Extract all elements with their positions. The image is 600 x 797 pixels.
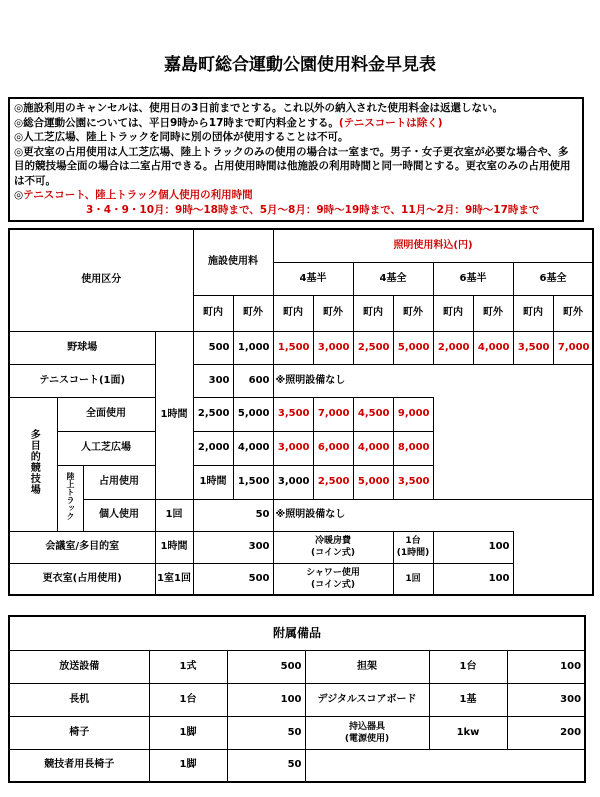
tennis-note: ※照明設備なし xyxy=(273,364,593,397)
equip-fee: 300 xyxy=(507,683,585,716)
header-out: 町外 xyxy=(393,295,433,331)
header-in: 町内 xyxy=(273,295,313,331)
note-cancel: ◎施設利用のキャンセルは、使用日の3日前までとする。これ以外の納入された使用料金は返還しない。 xyxy=(14,102,503,114)
equip-fee: 100 xyxy=(507,650,585,683)
equip-unit: 1式 xyxy=(149,650,227,683)
equip-unit: 1kw xyxy=(429,716,507,749)
cell-value: 300 xyxy=(193,364,233,397)
notes-box xyxy=(8,97,584,222)
note-tennis-hours-title: ◎テニスコート、陸上トラック個人使用の利用時間 xyxy=(14,189,253,201)
cell-value: 7,000 xyxy=(313,397,353,431)
cell-value: 3,500 xyxy=(393,465,433,499)
meeting-extra-unit: 1台 (1時間) xyxy=(393,531,433,563)
header-in: 町内 xyxy=(433,295,473,331)
equipment-table xyxy=(8,615,586,783)
track-label: 陸上トラック xyxy=(57,465,83,531)
header-6half: 6基半 xyxy=(433,262,513,295)
row-full-name: 全面使用 xyxy=(57,397,155,431)
equip-name: 椅子 xyxy=(9,716,149,749)
note-hours: ◎総合運動公園については、平日9時から17時まで町内料金とする。(テニスコートは除く) xyxy=(14,116,443,129)
equip-name: デジタルスコアボード xyxy=(305,683,429,716)
cell-value: 4,000 xyxy=(473,331,513,364)
cell-value: 2,500 xyxy=(353,331,393,364)
equip-name: 担架 xyxy=(305,650,429,683)
row-locker-unit: 1室1回 xyxy=(155,563,193,595)
cell-value: 2,000 xyxy=(193,431,233,465)
note-locker: ◎更衣室の占用使用は人工芝広場、陸上トラックのみの使用の場合は一室まで。男子・女子更衣室が必要な場合や、多目的競技場全面の場合は二室占用できる。占用使用時間は他施設の利用時間と同一時間とする。更衣室のみの占用使用は不可。 xyxy=(14,145,571,187)
empty-area xyxy=(513,531,593,595)
header-facility-fee: 施設使用料 xyxy=(193,229,273,295)
cell-value: 3,000 xyxy=(273,431,313,465)
cell-value: 7,000 xyxy=(553,331,593,364)
header-lighting: 照明使用料込(円) xyxy=(273,229,593,262)
row-turf-name: 人工芝広場 xyxy=(57,431,155,465)
row-occupy-unit: 1時間 xyxy=(193,465,233,499)
empty-area xyxy=(433,397,593,499)
header-4full: 4基全 xyxy=(353,262,433,295)
cell-value: 4,000 xyxy=(353,431,393,465)
cell-value: 5,000 xyxy=(353,465,393,499)
cell-value: 2,000 xyxy=(433,331,473,364)
cell-value: 5,000 xyxy=(233,397,273,431)
header-6full: 6基全 xyxy=(513,262,593,295)
row-personal-name: 個人使用 xyxy=(83,499,155,531)
equip-fee: 200 xyxy=(507,716,585,749)
cell-value: 2,500 xyxy=(313,465,353,499)
locker-extra-name: シャワー使用 (コイン式) xyxy=(273,563,393,595)
locker-extra-unit: 1回 xyxy=(393,563,433,595)
equip-name: 放送設備 xyxy=(9,650,149,683)
cell-value: 3,000 xyxy=(313,331,353,364)
personal-note: ※照明設備なし xyxy=(273,499,593,531)
note-tennis-hours: 3・4・9・10月：9時～18時まで、5月～8月：9時～19時まで、11月～2月：9時～17時まで xyxy=(86,203,540,216)
cell-value: 600 xyxy=(233,364,273,397)
equip-name: 長机 xyxy=(9,683,149,716)
equip-unit: 1脚 xyxy=(149,749,227,782)
cell-value: 100 xyxy=(433,531,513,563)
cell-value: 4,500 xyxy=(353,397,393,431)
cell-value: 2,500 xyxy=(193,397,233,431)
empty-area xyxy=(305,749,585,782)
cell-value: 1,500 xyxy=(233,465,273,499)
row-personal-unit: 1回 xyxy=(155,499,193,531)
header-in: 町内 xyxy=(513,295,553,331)
cell-value: 100 xyxy=(433,563,513,595)
multi-label: 多目的競技場 xyxy=(9,397,57,531)
fee-table xyxy=(8,228,594,596)
header-out: 町外 xyxy=(473,295,513,331)
meeting-extra-name: 冷暖房費 (コイン式) xyxy=(273,531,393,563)
cell-value: 500 xyxy=(193,331,233,364)
cell-value: 3,500 xyxy=(513,331,553,364)
cell-value: 300 xyxy=(193,531,273,563)
header-category: 使用区分 xyxy=(9,229,193,331)
header-in: 町内 xyxy=(353,295,393,331)
page-title: 嘉島町総合運動公園使用料金早見表 xyxy=(164,55,436,75)
cell-value: 9,000 xyxy=(393,397,433,431)
header-out: 町外 xyxy=(553,295,593,331)
header-out: 町外 xyxy=(233,295,273,331)
equip-name: 競技者用長椅子 xyxy=(9,749,149,782)
header-in: 町内 xyxy=(193,295,233,331)
cell-value: 500 xyxy=(193,563,273,595)
cell-value: 3,000 xyxy=(273,465,313,499)
row-locker-name: 更衣室(占用使用) xyxy=(9,563,155,595)
equip-unit: 1基 xyxy=(429,683,507,716)
row-meeting-unit: 1時間 xyxy=(155,531,193,563)
cell-value: 5,000 xyxy=(393,331,433,364)
equip-name: 持込器具 (電源使用) xyxy=(305,716,429,749)
cell-value: 1,500 xyxy=(273,331,313,364)
cell-value: 8,000 xyxy=(393,431,433,465)
equipment-title: 附属備品 xyxy=(9,616,585,650)
unit-1h: 1時間 xyxy=(155,331,193,499)
cell-value: 4,000 xyxy=(233,431,273,465)
header-4half: 4基半 xyxy=(273,262,353,295)
equip-fee: 100 xyxy=(227,683,305,716)
header-out: 町外 xyxy=(313,295,353,331)
equip-unit: 1台 xyxy=(149,683,227,716)
row-baseball-name: 野球場 xyxy=(9,331,155,364)
equip-fee: 500 xyxy=(227,650,305,683)
equip-unit: 1脚 xyxy=(149,716,227,749)
equip-unit: 1台 xyxy=(429,650,507,683)
row-occupy-name: 占用使用 xyxy=(83,465,155,499)
equip-fee: 50 xyxy=(227,749,305,782)
cell-value: 50 xyxy=(193,499,273,531)
row-tennis-name: テニスコート(1面) xyxy=(9,364,155,397)
note-turf: ◎人工芝広場、陸上トラックを同時に別の団体が使用することは不可。 xyxy=(14,131,349,143)
cell-value: 6,000 xyxy=(313,431,353,465)
cell-value: 3,500 xyxy=(273,397,313,431)
row-meeting-name: 会議室/多目的室 xyxy=(9,531,155,563)
equip-fee: 50 xyxy=(227,716,305,749)
cell-value: 1,000 xyxy=(233,331,273,364)
